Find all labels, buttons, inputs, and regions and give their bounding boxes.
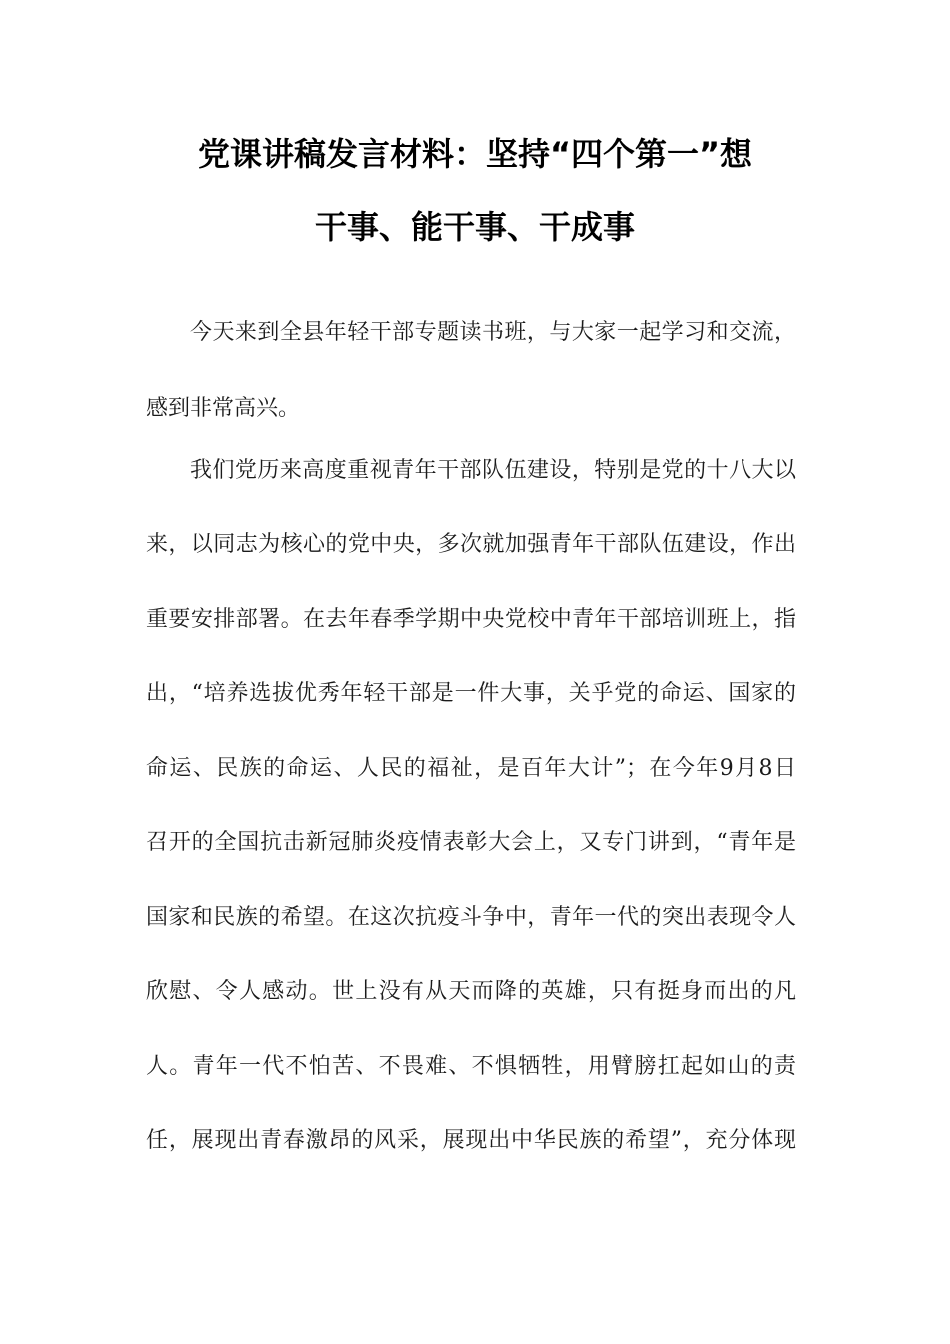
- paragraph-2-line-8: 欣慰、令人感动。世上没有从天而降的英雄，只有挺身而出的凡: [146, 979, 796, 1004]
- paragraph-2-line-3: 重要安排部署。在去年春季学期中央党校中青年干部培训班上，指: [146, 607, 796, 632]
- paragraph-2-line-10: 任，展现出青春激昂的风采，展现出中华民族的希望”，充分体现: [146, 1128, 796, 1153]
- paragraph-2-line-7: 国家和民族的希望。在这次抗疫斗争中，青年一代的突出表现令人: [146, 905, 796, 930]
- paragraph-1-line-1: 今天来到全县年轻干部专题读书班，与大家一起学习和交流，: [190, 320, 796, 345]
- document-title-line-2: 干事、能干事、干成事: [314, 208, 635, 246]
- paragraph-2-line-1: 我们党历来高度重视青年干部队伍建设，特别是党的十八大以: [190, 458, 796, 483]
- paragraph-2-line-5: 命运、民族的命运、人民的福祉，是百年大计”；在今年9月8日: [146, 756, 796, 781]
- paragraph-2-line-9: 人。青年一代不怕苦、不畏难、不惧牺牲，用臂膀扛起如山的责: [146, 1054, 796, 1079]
- paragraph-1-line-2: 感到非常高兴。: [146, 396, 301, 421]
- document-title-line-1: 党课讲稿发言材料：坚持“四个第一”想: [197, 135, 753, 173]
- paragraph-2-line-4: 出，“培养选拔优秀年轻干部是一件大事，关乎党的命运、国家的: [146, 681, 796, 706]
- paragraph-2-line-2: 来，以同志为核心的党中央，多次就加强青年干部队伍建设，作出: [146, 532, 796, 557]
- paragraph-2-line-6: 召开的全国抗击新冠肺炎疫情表彰大会上，又专门讲到，“青年是: [146, 830, 796, 855]
